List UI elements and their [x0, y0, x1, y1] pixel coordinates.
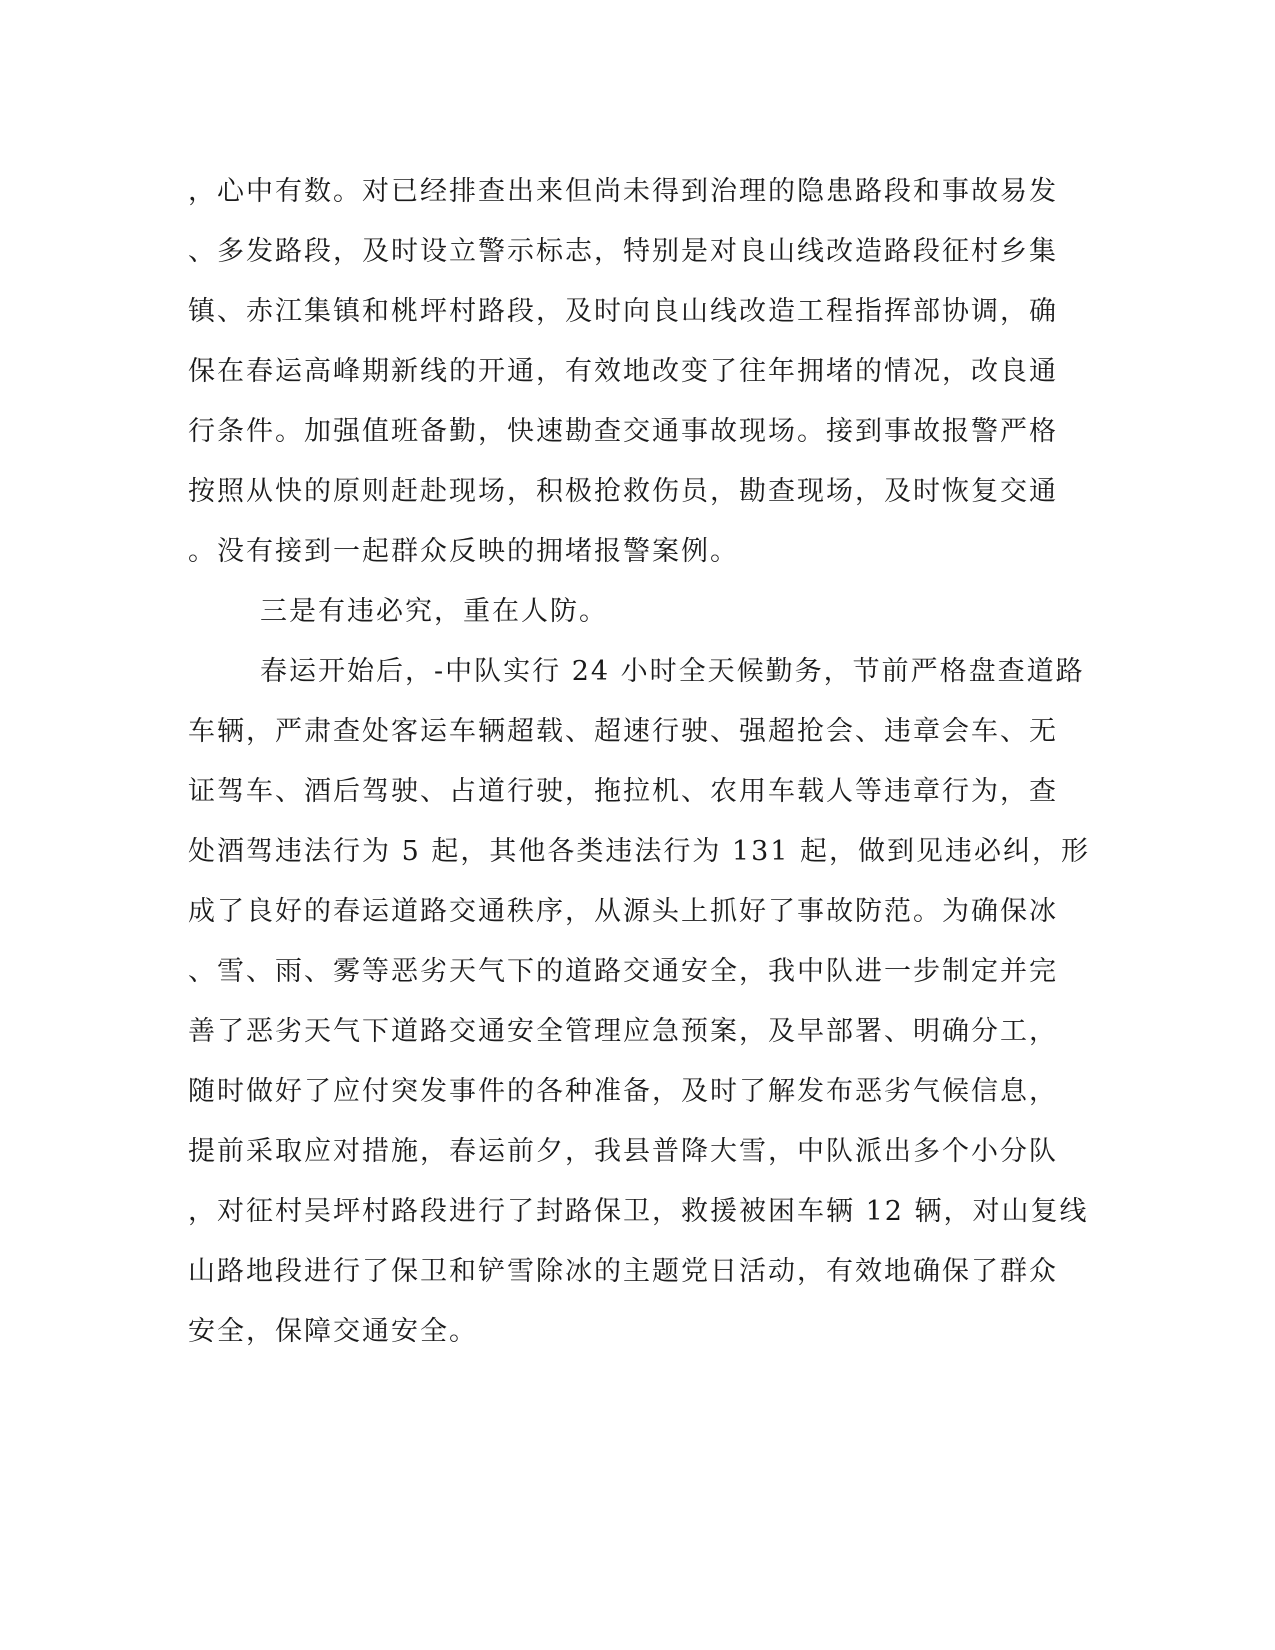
body-text	[188, 162, 1091, 1362]
text-line: 善了恶劣天气下道路交通安全管理应急预案，及早部署、明确分工，	[188, 1016, 1058, 1047]
text-line: 、多发路段，及时设立警示标志，特别是对良山线改造路段征村乡集	[188, 236, 1058, 267]
text-line: 证驾车、酒后驾驶、占道行驶，拖拉机、农用车载人等违章行为，查	[188, 776, 1058, 807]
text-line: 。没有接到一起群众反映的拥堵报警案例。	[188, 536, 739, 567]
text-line: 提前采取应对措施，春运前夕，我县普降大雪，中队派出多个小分队	[188, 1136, 1058, 1167]
text-line: 春运开始后，-中队实行 24 小时全天候勤务，节前严格盘查道路	[260, 656, 1085, 687]
text-line: 成了良好的春运道路交通秩序，从源头上抓好了事故防范。为确保冰	[188, 896, 1058, 927]
text-line: 随时做好了应付突发事件的各种准备，及时了解发布恶劣气候信息，	[188, 1076, 1058, 1107]
text-line: ，心中有数。对已经排查出来但尚未得到治理的隐患路段和事故易发	[188, 176, 1058, 207]
text-line: 山路地段进行了保卫和铲雪除冰的主题党日活动，有效地确保了群众	[188, 1256, 1058, 1287]
text-line: 行条件。加强值班备勤，快速勘查交通事故现场。接到事故报警严格	[188, 416, 1058, 447]
text-line: 保在春运高峰期新线的开通，有效地改变了往年拥堵的情况，改良通	[188, 356, 1058, 387]
text-line: ，对征村吴坪村路段进行了封路保卫，救援被困车辆 12 辆，对山复线	[188, 1196, 1089, 1227]
text-line: 、雪、雨、雾等恶劣天气下的道路交通安全，我中队进一步制定并完	[188, 956, 1058, 987]
text-line: 处酒驾违法行为 5 起，其他各类违法行为 131 起，做到见违必纠，形	[188, 836, 1091, 867]
text-line: 安全，保障交通安全。	[188, 1316, 478, 1347]
text-line: 车辆，严肃查处客运车辆超载、超速行驶、强超抢会、违章会车、无	[188, 716, 1058, 747]
text-line: 镇、赤江集镇和桃坪村路段，及时向良山线改造工程指挥部协调，确	[188, 296, 1058, 327]
text-line: 按照从快的原则赶赴现场，积极抢救伤员，勘查现场，及时恢复交通	[188, 476, 1058, 507]
section-heading: 三是有违必究，重在人防。	[260, 596, 608, 627]
